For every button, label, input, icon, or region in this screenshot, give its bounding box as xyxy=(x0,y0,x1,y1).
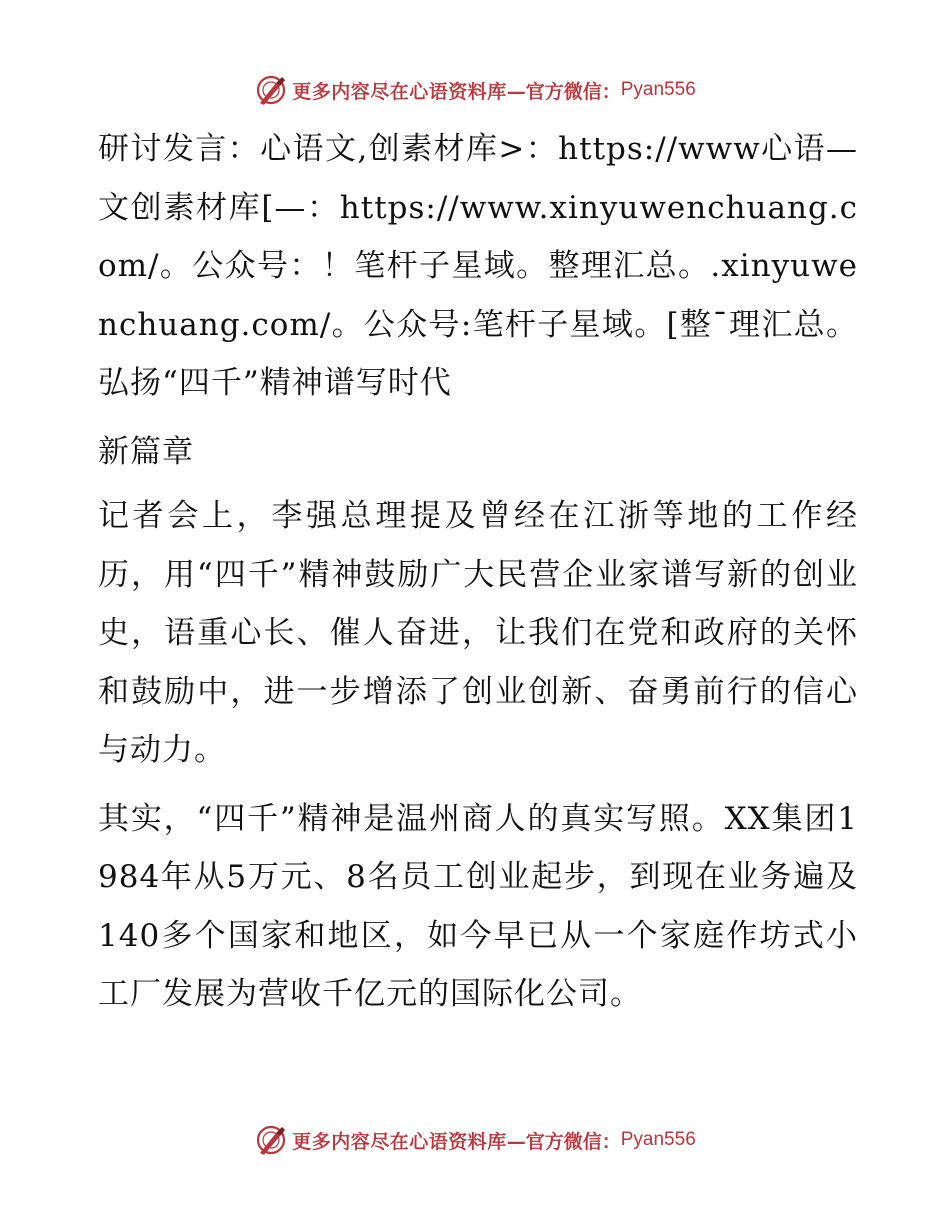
intro-paragraph: 研讨发言：心语文,创素材库>：https://www心语—文创素材库[—：https://www.xinyuwenchuang.com/。公众号：！笔杆子星域。整理汇总。.xinyuwenchuang.com/。公众号:笔杆子星域。[整¯理汇总。弘扬“四千”精神谱写时代 xyxy=(98,131,858,401)
header-banner xyxy=(0,70,950,110)
pen-logo-icon xyxy=(254,73,288,107)
footer-banner xyxy=(0,1120,950,1160)
pen-logo-icon xyxy=(254,1123,288,1157)
banner-separator: —官方微信： xyxy=(506,1130,621,1153)
banner-wechat-id: Pyan556 xyxy=(620,79,696,100)
banner-separator: —官方微信： xyxy=(506,80,621,103)
body-paragraph-1: 记者会上，李强总理提及曾经在江浙等地的工作经历，用“四千”精神鼓励广大民营企业家谱写新的创业史，语重心长、催人奋进，让我们在党和政府的关怀和鼓励中，进一步增添了创业创新、奋勇前行的信心与动力。 xyxy=(98,498,858,768)
body-paragraph-2: 其实，“四千”精神是温州商人的真实写照。XX集团1984年从5万元、8名员工创业起步，到现在业务遍及140多个国家和地区，如今早已从一个家庭作坊式小工厂发展为营收千亿元的国际化公司。 xyxy=(98,800,858,1012)
section-heading: 新篇章 xyxy=(98,433,194,470)
banner-text: 更多内容尽在心语资料库 xyxy=(292,1130,507,1153)
banner-wechat-id: Pyan556 xyxy=(620,1129,696,1150)
banner-text: 更多内容尽在心语资料库 xyxy=(292,80,507,103)
document-body xyxy=(98,120,858,1034)
